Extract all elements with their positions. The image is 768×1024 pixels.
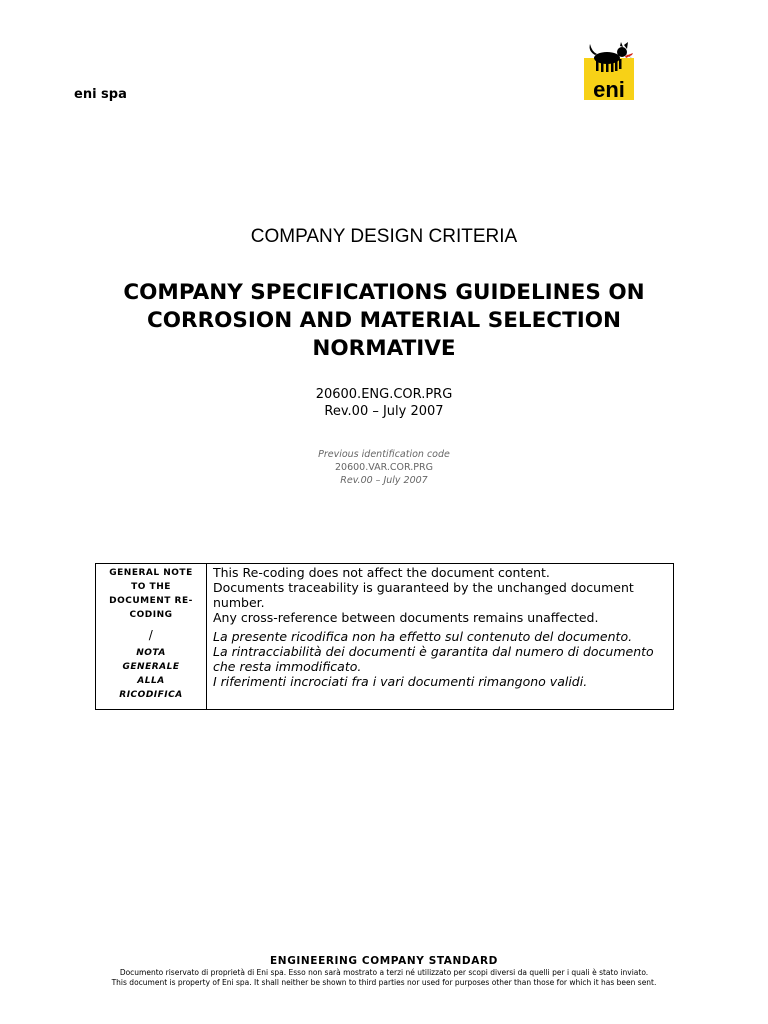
note-en-line: Any cross-reference between documents remains unaffected. <box>213 610 599 625</box>
note-header-en-line: DOCUMENT RE- <box>109 596 193 606</box>
note-it-line: I riferimenti incrociati fra i vari documenti rimangono validi. <box>213 674 588 689</box>
note-header-it-line: RICODIFICA <box>119 690 183 700</box>
note-header-it-line: GENERALE <box>122 662 180 672</box>
note-header-cell <box>96 564 207 710</box>
company-name: eni spa <box>74 87 127 102</box>
document-code: 20600.ENG.COR.PRG <box>315 387 453 402</box>
previous-revision: Rev.00 – July 2007 <box>340 475 428 486</box>
note-header-it-line: ALLA <box>137 676 165 686</box>
note-header-separator: / <box>148 628 154 642</box>
title-line: NORMATIVE <box>312 336 456 361</box>
note-it-line: La rintracciabilità dei documenti è garantita dal numero di documento che resta immodificato. <box>213 644 654 674</box>
footer-title: ENGINEERING COMPANY STANDARD <box>270 955 498 967</box>
title-line: COMPANY SPECIFICATIONS GUIDELINES ON <box>123 280 645 305</box>
document-category: COMPANY DESIGN CRITERIA <box>250 226 518 247</box>
recoding-note-table <box>95 563 674 710</box>
logo-text: eni <box>593 77 625 100</box>
title-line: CORROSION AND MATERIAL SELECTION <box>146 308 622 333</box>
footer-confidentiality-en: This document is property of Eni spa. It shall neither be shown to third parties nor used for purposes other than those for which it has been sent. <box>111 978 657 987</box>
note-it-line: La presente ricodifica non ha effetto sul contenuto del documento. <box>213 629 633 644</box>
note-header-en-line: CODING <box>129 610 173 620</box>
note-en-line: Documents traceability is guaranteed by the unchanged document number. <box>213 580 634 610</box>
note-header-en-line: TO THE <box>131 582 171 592</box>
document-revision: Rev.00 – July 2007 <box>324 404 444 419</box>
previous-label: Previous identification code <box>318 449 450 460</box>
eni-logo <box>584 42 634 100</box>
previous-code: 20600.VAR.COR.PRG <box>335 462 433 473</box>
footer-confidentiality-it: Documento riservato di proprietà di Eni spa. Esso non sarà mostrato a terzi né utilizzato per scopi diversi da quelli per i quali è stato inviato. <box>119 968 649 977</box>
note-header-it-line: NOTA <box>136 648 166 658</box>
document-title <box>0 279 768 363</box>
document-identification <box>0 386 768 420</box>
note-en-line: This Re-coding does not affect the document content. <box>213 565 550 580</box>
note-body-cell <box>207 564 674 710</box>
note-header-en-line: GENERAL NOTE <box>109 568 193 578</box>
previous-identification <box>0 448 768 487</box>
